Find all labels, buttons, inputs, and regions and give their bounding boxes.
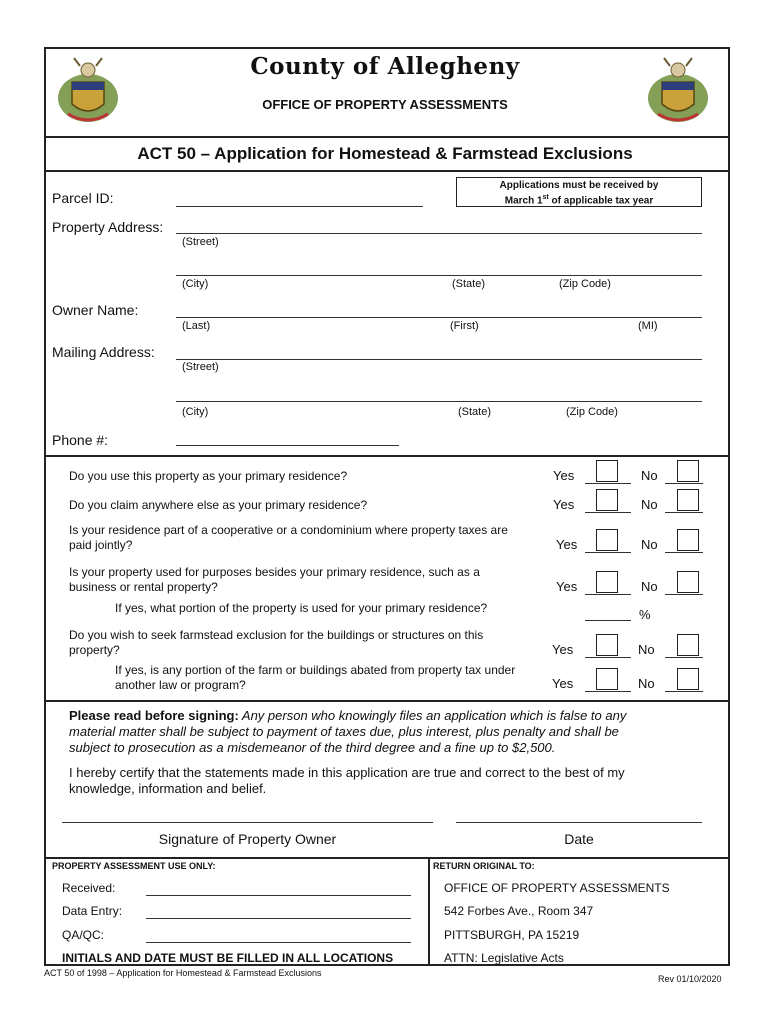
q5-no-checkbox[interactable] [677, 634, 699, 656]
certify-line2: knowledge, information and belief. [69, 781, 267, 796]
data-entry-label: Data Entry: [62, 904, 123, 918]
question-farmstead-l1: Do you wish to seek farmstead exclusion for the buildings or structures on this [69, 628, 484, 642]
owner-name-field[interactable] [176, 317, 702, 318]
q4-yes-checkbox[interactable] [596, 571, 618, 593]
phone-field[interactable] [176, 445, 399, 446]
no-label: No [641, 579, 658, 594]
deadline-note [456, 177, 702, 207]
no-label: No [641, 468, 658, 483]
city-hint: (City) [182, 278, 209, 290]
mi-hint: (MI) [638, 320, 658, 332]
notice-heading: Please read before signing: [69, 708, 239, 723]
data-entry-field[interactable] [146, 918, 411, 919]
answer-line [585, 483, 631, 484]
signature-field[interactable] [62, 822, 433, 823]
yes-label: Yes [556, 537, 578, 552]
divider [44, 170, 730, 172]
state-hint: (State) [452, 278, 486, 290]
street-hint: (Street) [182, 361, 219, 373]
divider [44, 857, 730, 859]
question-cooperative-l1: Is your residence part of a cooperative or a condominium where property taxes are [69, 523, 508, 537]
yes-label: Yes [556, 579, 578, 594]
city-hint: (City) [182, 406, 209, 418]
q2-no-checkbox[interactable] [677, 489, 699, 511]
footer-revision: Rev 01/10/2020 [658, 974, 722, 984]
zip-hint: (Zip Code) [566, 406, 618, 418]
last-hint: (Last) [182, 320, 211, 332]
divider [44, 455, 730, 457]
answer-line [585, 657, 631, 658]
notice-line1 [69, 708, 626, 724]
received-label: Received: [62, 881, 116, 895]
question-other-use-l1: Is your property used for purposes besides your primary residence, such as a [69, 565, 480, 579]
answer-line [585, 552, 631, 553]
answer-line [665, 594, 703, 595]
footer-left: ACT 50 of 1998 – Application for Homestead & Farmstead Exclusions [44, 968, 322, 978]
owner-name-label: Owner Name: [52, 302, 139, 318]
return-line4: ATTN: Legislative Acts [444, 951, 564, 965]
yes-label: Yes [553, 468, 575, 483]
answer-line [585, 512, 631, 513]
question-other-use-l2: business or rental property? [69, 580, 218, 594]
phone-label: Phone #: [52, 432, 109, 448]
date-field[interactable] [456, 822, 702, 823]
answer-line [585, 594, 631, 595]
office-title: OFFICE OF PROPERTY ASSESSMENTS [262, 97, 508, 112]
q3-yes-checkbox[interactable] [596, 529, 618, 551]
street-hint: (Street) [182, 236, 219, 248]
question-portion: If yes, what portion of the property is used for your primary residence? [115, 601, 488, 615]
state-hint: (State) [458, 406, 492, 418]
answer-line [665, 691, 703, 692]
question-abated-l1: If yes, is any portion of the farm or buildings abated from property tax under [115, 663, 516, 677]
property-street-field[interactable] [176, 233, 702, 234]
deadline-line1: Applications must be received by [499, 180, 659, 191]
signature-label: Signature of Property Owner [158, 831, 337, 847]
mailing-street-field[interactable] [176, 359, 702, 360]
office-use-title: PROPERTY ASSESSMENT USE ONLY: [52, 861, 216, 871]
notice-line3: subject to prosecution as a misdemeanor of the third degree and a fine up to $2,500. [69, 740, 556, 755]
parcel-id-field[interactable] [176, 206, 423, 207]
q4-no-checkbox[interactable] [677, 571, 699, 593]
q6-no-checkbox[interactable] [677, 668, 699, 690]
question-primary-residence: Do you use this property as your primary residence? [69, 469, 348, 483]
question-cooperative-l2: paid jointly? [69, 538, 133, 552]
percent-sign: % [639, 607, 651, 622]
return-line1: OFFICE OF PROPERTY ASSESSMENTS [444, 881, 670, 895]
deadline-suffix: of applicable tax year [548, 195, 654, 207]
date-label: Date [564, 831, 594, 847]
return-title: RETURN ORIGINAL TO: [433, 861, 535, 871]
no-label: No [641, 497, 658, 512]
question-abated-l2: another law or program? [115, 678, 246, 692]
property-city-field[interactable] [176, 275, 702, 276]
parcel-id-label: Parcel ID: [52, 190, 114, 206]
q5-yes-checkbox[interactable] [596, 634, 618, 656]
notice-text-l1: Any person who knowingly files an application which is false to any [238, 708, 627, 723]
initials-note: INITIALS AND DATE MUST BE FILLED IN ALL LOCATIONS [62, 951, 394, 965]
received-field[interactable] [146, 895, 411, 896]
property-address-label: Property Address: [52, 219, 164, 235]
yes-label: Yes [552, 642, 574, 657]
divider [44, 700, 730, 702]
county-title: County of Allegheny [250, 53, 520, 80]
question-claim-elsewhere: Do you claim anywhere else as your primary residence? [69, 498, 368, 512]
q3-no-checkbox[interactable] [677, 529, 699, 551]
deadline-sup: st [542, 194, 549, 201]
percent-field[interactable] [585, 620, 631, 621]
no-label: No [641, 537, 658, 552]
return-line2: 542 Forbes Ave., Room 347 [444, 904, 594, 918]
answer-line [665, 512, 703, 513]
deadline-line2 [457, 192, 701, 207]
yes-label: Yes [553, 497, 575, 512]
first-hint: (First) [450, 320, 479, 332]
answer-line [585, 691, 631, 692]
answer-line [665, 657, 703, 658]
return-line3: PITTSBURGH, PA 15219 [444, 928, 580, 942]
question-farmstead-l2: property? [69, 643, 120, 657]
answer-line [665, 483, 703, 484]
no-label: No [638, 676, 655, 691]
divider [44, 136, 730, 138]
q1-no-checkbox[interactable] [677, 460, 699, 482]
q1-yes-checkbox[interactable] [596, 460, 618, 482]
qaqc-label: QA/QC: [62, 928, 105, 942]
qaqc-field[interactable] [146, 942, 411, 943]
vertical-divider [428, 857, 430, 966]
mailing-address-label: Mailing Address: [52, 344, 155, 360]
certify-line1: I hereby certify that the statements made in this application are true and correct to the best of my [69, 765, 625, 780]
q2-yes-checkbox[interactable] [596, 489, 618, 511]
form-title: ACT 50 – Application for Homestead & Farmstead Exclusions [137, 144, 633, 163]
yes-label: Yes [552, 676, 574, 691]
mailing-city-field[interactable] [176, 401, 702, 402]
no-label: No [638, 642, 655, 657]
notice-line2: material matter shall be subject to payment of taxes due, plus interest, plus penalty and shall be [69, 724, 619, 739]
answer-line [665, 552, 703, 553]
deadline-date: March 1 [504, 195, 543, 207]
zip-hint: (Zip Code) [559, 278, 611, 290]
q6-yes-checkbox[interactable] [596, 668, 618, 690]
